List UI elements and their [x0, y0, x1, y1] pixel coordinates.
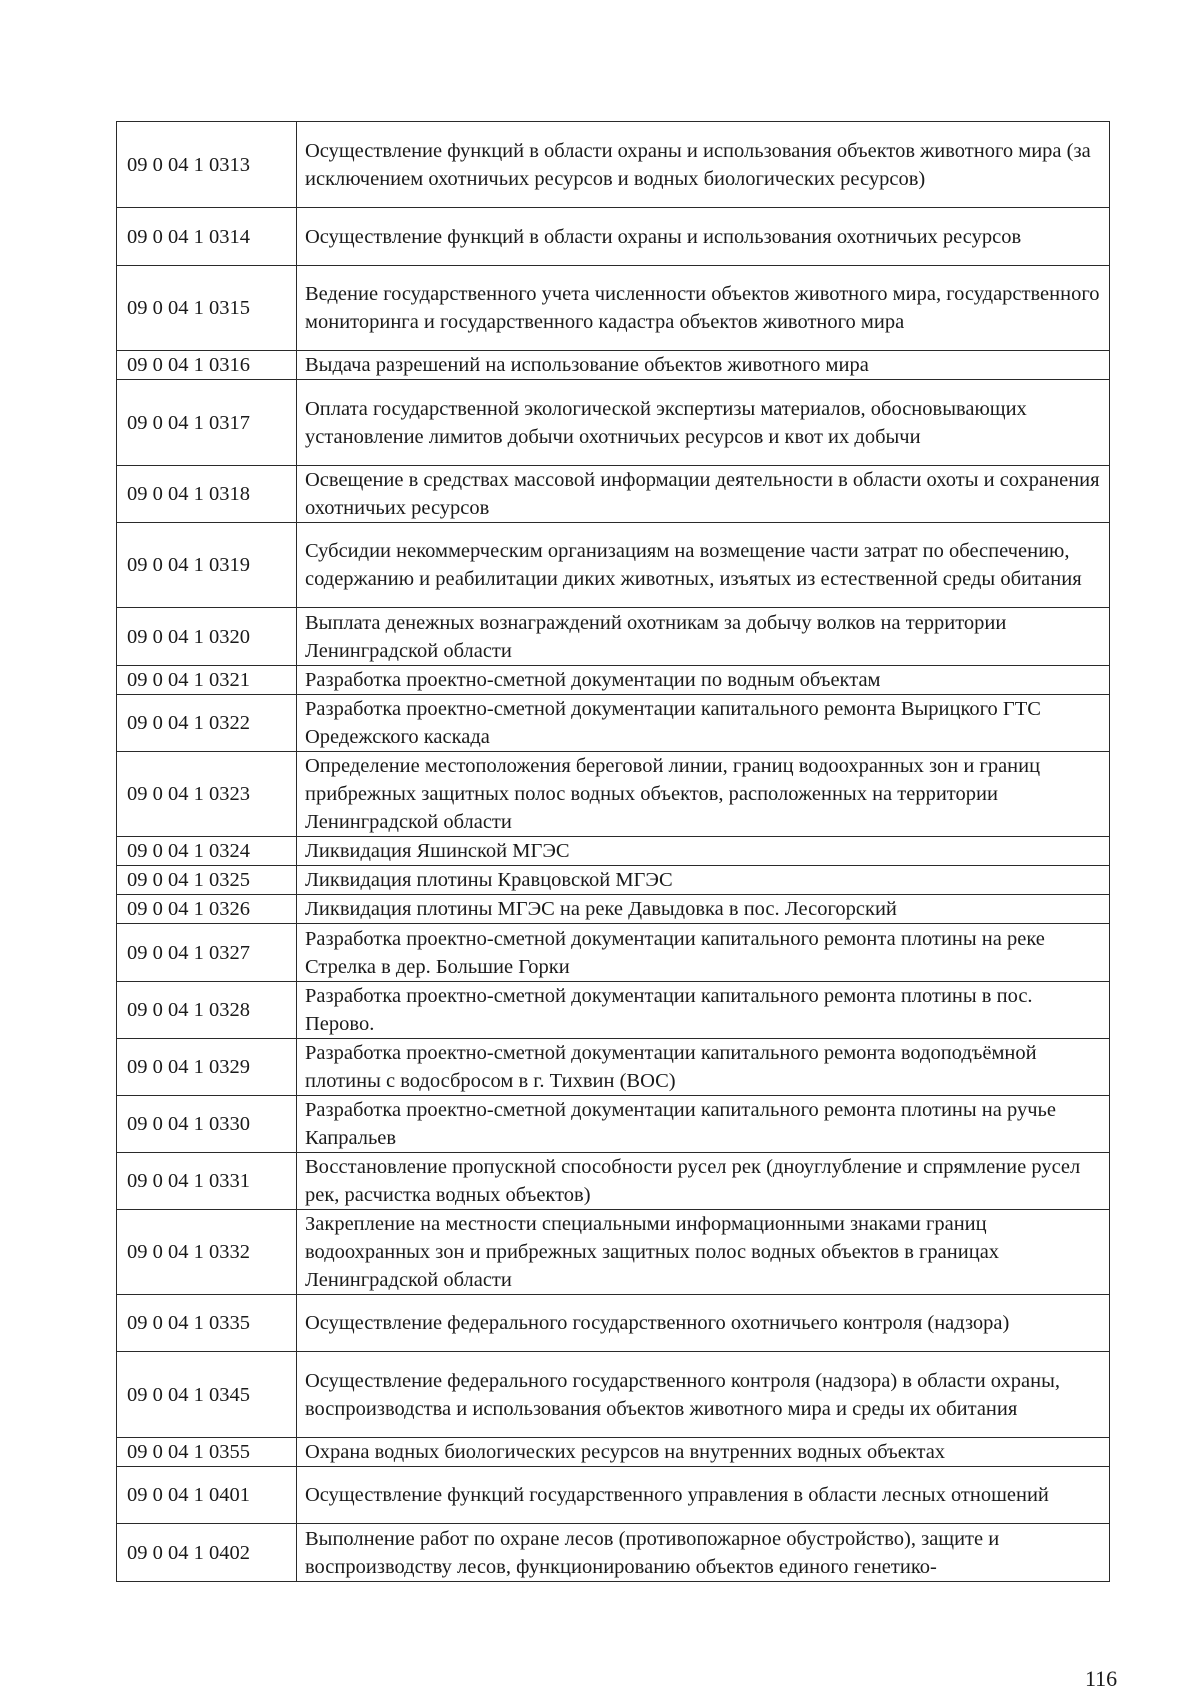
- description-cell: Ведение государственного учета численности объектов животного мира, государственного мониторинга и государственного кадастра объектов животного мира: [297, 266, 1110, 351]
- description-cell: Выполнение работ по охране лесов (противопожарное обустройство), защите и воспроизводству лесов, функционированию объектов единого генетико-: [297, 1524, 1110, 1582]
- code-cell: 09 0 04 1 0329: [117, 1039, 297, 1096]
- description-cell: Разработка проектно-сметной документации капитального ремонта плотины на реке Стрелка в дер. Большие Горки: [297, 924, 1110, 982]
- description-cell: Ликвидация плотины МГЭС на реке Давыдовка в пос. Лесогорский: [297, 895, 1110, 924]
- description-cell: Осуществление функций государственного управления в области лесных отношений: [297, 1467, 1110, 1524]
- table-row: [117, 1352, 1110, 1438]
- description-cell: Ликвидация Яшинской МГЭС: [297, 837, 1110, 866]
- code-cell: 09 0 04 1 0319: [117, 523, 297, 608]
- description-cell: Оплата государственной экологической экспертизы материалов, обосновывающих установление лимитов добычи охотничьих ресурсов и квот их добычи: [297, 380, 1110, 466]
- description-cell: Осуществление федерального государственного охотничьего контроля (надзора): [297, 1295, 1110, 1352]
- table-row: [117, 666, 1110, 695]
- code-cell: 09 0 04 1 0324: [117, 837, 297, 866]
- table-row: [117, 1467, 1110, 1524]
- description-cell: Субсидии некоммерческим организациям на возмещение части затрат по обеспечению, содержанию и реабилитации диких животных, изъятых из естественной среды обитания: [297, 523, 1110, 608]
- table-row: [117, 752, 1110, 837]
- code-cell: 09 0 04 1 0327: [117, 924, 297, 982]
- code-cell: 09 0 04 1 0322: [117, 695, 297, 752]
- description-cell: Разработка проектно-сметной документации капитального ремонта плотины в пос. Перово.: [297, 982, 1110, 1039]
- code-cell: 09 0 04 1 0315: [117, 266, 297, 351]
- page-number: 116: [1085, 1666, 1118, 1691]
- code-cell: 09 0 04 1 0323: [117, 752, 297, 837]
- table-row: [117, 1096, 1110, 1153]
- description-cell: Выдача разрешений на использование объектов животного мира: [297, 351, 1110, 380]
- table-body: [117, 122, 1110, 1582]
- code-cell: 09 0 04 1 0313: [117, 122, 297, 208]
- table-row: [117, 866, 1110, 895]
- description-cell: Разработка проектно-сметной документации капитального ремонта Вырицкого ГТС Оредежского каскада: [297, 695, 1110, 752]
- description-cell: Восстановление пропускной способности русел рек (дноуглубление и спрямление русел рек, расчистка водных объектов): [297, 1153, 1110, 1210]
- table-row: [117, 1039, 1110, 1096]
- code-cell: 09 0 04 1 0317: [117, 380, 297, 466]
- description-cell: Охрана водных биологических ресурсов на внутренних водных объектах: [297, 1438, 1110, 1467]
- code-cell: 09 0 04 1 0318: [117, 466, 297, 523]
- table-row: [117, 837, 1110, 866]
- code-cell: 09 0 04 1 0326: [117, 895, 297, 924]
- code-cell: 09 0 04 1 0331: [117, 1153, 297, 1210]
- code-cell: 09 0 04 1 0345: [117, 1352, 297, 1438]
- description-cell: Определение местоположения береговой линии, границ водоохранных зон и границ прибрежных защитных полос водных объектов, расположенных на территории Ленинградской области: [297, 752, 1110, 837]
- code-cell: 09 0 04 1 0402: [117, 1524, 297, 1582]
- table-row: [117, 1153, 1110, 1210]
- table-row: [117, 523, 1110, 608]
- table-row: [117, 1295, 1110, 1352]
- description-cell: Разработка проектно-сметной документации капитального ремонта плотины на ручье Капральев: [297, 1096, 1110, 1153]
- description-cell: Закрепление на местности специальными информационными знаками границ водоохранных зон и прибрежных защитных полос водных объектов в границах Ленинградской области: [297, 1210, 1110, 1295]
- table-row: [117, 466, 1110, 523]
- code-cell: 09 0 04 1 0401: [117, 1467, 297, 1524]
- table-row: [117, 924, 1110, 982]
- code-cell: 09 0 04 1 0316: [117, 351, 297, 380]
- table-row: [117, 1438, 1110, 1467]
- description-cell: Выплата денежных вознаграждений охотникам за добычу волков на территории Ленинградской области: [297, 608, 1110, 666]
- table-row: [117, 122, 1110, 208]
- code-cell: 09 0 04 1 0314: [117, 208, 297, 266]
- code-cell: 09 0 04 1 0320: [117, 608, 297, 666]
- table-row: [117, 1524, 1110, 1582]
- code-cell: 09 0 04 1 0332: [117, 1210, 297, 1295]
- code-cell: 09 0 04 1 0328: [117, 982, 297, 1039]
- code-cell: 09 0 04 1 0355: [117, 1438, 297, 1467]
- code-cell: 09 0 04 1 0325: [117, 866, 297, 895]
- table-row: [117, 608, 1110, 666]
- code-cell: 09 0 04 1 0321: [117, 666, 297, 695]
- table-row: [117, 266, 1110, 351]
- code-cell: 09 0 04 1 0330: [117, 1096, 297, 1153]
- table-row: [117, 982, 1110, 1039]
- description-cell: Ликвидация плотины Кравцовской МГЭС: [297, 866, 1110, 895]
- table-row: [117, 895, 1110, 924]
- table-row: [117, 1210, 1110, 1295]
- description-cell: Осуществление федерального государственного контроля (надзора) в области охраны, воспроизводства и использования объектов животного мира и среды их обитания: [297, 1352, 1110, 1438]
- description-cell: Осуществление функций в области охраны и использования объектов животного мира (за исключением охотничьих ресурсов и водных биологических ресурсов): [297, 122, 1110, 208]
- table-row: [117, 351, 1110, 380]
- table-row: [117, 695, 1110, 752]
- description-cell: Освещение в средствах массовой информации деятельности в области охоты и сохранения охотничьих ресурсов: [297, 466, 1110, 523]
- code-cell: 09 0 04 1 0335: [117, 1295, 297, 1352]
- table-row: [117, 208, 1110, 266]
- budget-codes-table: [116, 121, 1110, 1582]
- description-cell: Разработка проектно-сметной документации капитального ремонта водоподъёмной плотины с водосбросом в г. Тихвин (ВОС): [297, 1039, 1110, 1096]
- table-row: [117, 380, 1110, 466]
- description-cell: Разработка проектно-сметной документации по водным объектам: [297, 666, 1110, 695]
- description-cell: Осуществление функций в области охраны и использования охотничьих ресурсов: [297, 208, 1110, 266]
